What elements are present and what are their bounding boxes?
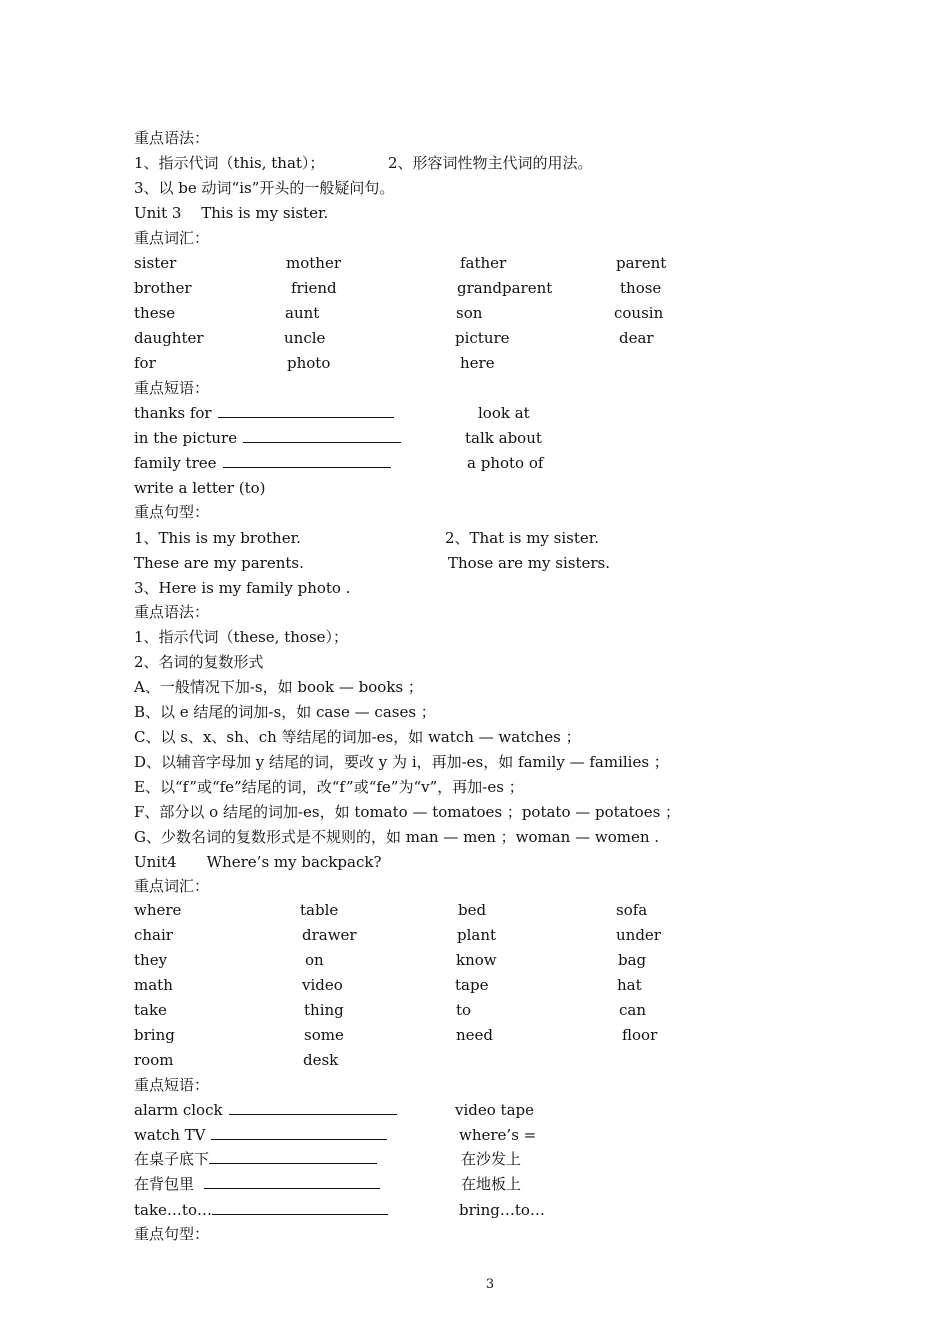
vocab-word: room [134, 1051, 174, 1069]
phrase-item: talk about [465, 429, 542, 447]
vocab-word: need [456, 1026, 494, 1044]
sentence-item: Those are my sisters. [448, 554, 610, 572]
vocab-word: know [456, 951, 497, 969]
phrase-item: 在桌子底下 [134, 1149, 377, 1169]
vocab-word: father [460, 254, 507, 272]
vocab-word: friend [291, 279, 337, 297]
page-number: 3 [485, 1277, 495, 1292]
vocab-word: for [134, 354, 156, 372]
unit4-title: Unit4 Where’s my backpack? [134, 853, 382, 871]
vocab-word: under [616, 926, 661, 944]
vocab-word: to [456, 1001, 472, 1019]
grammar-rule: A、一般情况下加-s，如 book — books ； [134, 678, 423, 696]
vocab-word: math [134, 976, 173, 994]
vocab-word: photo [287, 354, 331, 372]
vocab-word: uncle [284, 329, 326, 347]
phrase-item: alarm clock [134, 1100, 397, 1120]
grammar-rule: E、以“f”或“fe”结尾的词，改“f”或“fe”为“v”，再加-es ； [134, 778, 524, 796]
phrase-item: a photo of [467, 454, 544, 472]
sentence-item: 3、Here is my family photo . [134, 579, 351, 597]
unit3-vocab-heading: 重点词汇： [134, 229, 210, 247]
grammar-rule: D、以辅音字母加 y 结尾的词，要改 y 为 i，再加-es，如 family — families ； [134, 753, 669, 771]
vocab-word: mother [286, 254, 341, 272]
vocab-word: table [300, 901, 339, 919]
phrase-item: family tree [134, 453, 391, 473]
sentence-item: 2、That is my sister. [445, 529, 600, 547]
vocab-word: bed [458, 901, 487, 919]
phrase-item: in the picture [134, 428, 401, 448]
grammar-rule: B、以 e 结尾的词加-s，如 case — cases ； [134, 703, 436, 721]
vocab-word: here [460, 354, 495, 372]
grammar-rule: G、少数名词的复数形式是不规则的，如 man — men ；woman — women . [134, 828, 660, 846]
unit4-phrases-heading: 重点短语： [134, 1076, 210, 1094]
grammar-rule: 1、指示代词（these, those）； [134, 628, 349, 646]
vocab-word: daughter [134, 329, 204, 347]
vocab-word: sister [134, 254, 177, 272]
vocab-word: where [134, 901, 182, 919]
vocab-word: video [302, 976, 343, 994]
phrase-item: look at [478, 404, 530, 422]
vocab-word: dear [619, 329, 654, 347]
vocab-word: aunt [285, 304, 320, 322]
phrase-item: 在背包里 [134, 1174, 380, 1194]
vocab-word: sofa [616, 901, 648, 919]
vocab-word: grandparent [457, 279, 553, 297]
vocab-word: brother [134, 279, 192, 297]
grammar-item-2: 2、形容词性物主代词的用法。 [388, 154, 593, 172]
vocab-word: drawer [302, 926, 357, 944]
vocab-word: parent [616, 254, 667, 272]
phrase-item: take…to… [134, 1200, 388, 1220]
vocab-word: bag [618, 951, 647, 969]
grammar-item-3: 3、以 be 动词“is”开头的一般疑问句。 [134, 179, 395, 197]
unit3-phrases-heading: 重点短语： [134, 379, 210, 397]
unit3-title: Unit 3 This is my sister. [134, 204, 329, 222]
grammar-item-1: 1、指示代词（this, that）； [134, 154, 325, 172]
grammar-heading: 重点语法： [134, 129, 210, 147]
vocab-word: bring [134, 1026, 175, 1044]
vocab-word: desk [303, 1051, 339, 1069]
phrase-item: 在沙发上 [461, 1150, 522, 1168]
unit4-vocab-heading: 重点词汇： [134, 877, 210, 895]
grammar-rule: F、部分以 o 结尾的词加-es，如 tomato — tomatoes ；potato — potatoes ； [134, 803, 681, 821]
phrase-item: where’s = [459, 1126, 537, 1144]
vocab-word: tape [455, 976, 489, 994]
vocab-word: plant [457, 926, 497, 944]
vocab-word: thing [304, 1001, 344, 1019]
sentence-item: These are my parents. [134, 554, 304, 572]
unit3-grammar-heading: 重点语法： [134, 603, 210, 621]
phrase-item: 在地板上 [461, 1175, 522, 1193]
vocab-word: picture [455, 329, 510, 347]
vocab-word: son [456, 304, 483, 322]
phrase-item: bring…to… [459, 1201, 545, 1219]
sentence-item: 1、This is my brother. [134, 529, 301, 547]
grammar-rule: 2、名词的复数形式 [134, 653, 264, 671]
vocab-word: can [619, 1001, 647, 1019]
phrase-item: video tape [455, 1101, 534, 1119]
vocab-word: hat [617, 976, 642, 994]
vocab-word: cousin [614, 304, 664, 322]
vocab-word: some [304, 1026, 344, 1044]
vocab-word: those [620, 279, 662, 297]
unit3-sentences-heading: 重点句型： [134, 503, 210, 521]
vocab-word: floor [622, 1026, 658, 1044]
vocab-word: these [134, 304, 176, 322]
vocab-word: they [134, 951, 168, 969]
vocab-word: chair [134, 926, 173, 944]
vocab-word: on [305, 951, 324, 969]
grammar-rule: C、以 s、x、sh、ch 等结尾的词加-es，如 watch — watches ； [134, 728, 581, 746]
vocab-word: take [134, 1001, 167, 1019]
unit4-sentences-heading: 重点句型： [134, 1225, 210, 1243]
phrase-item: watch TV [134, 1125, 387, 1145]
phrase-item: write a letter (to) [134, 479, 266, 497]
phrase-item: thanks for [134, 403, 394, 423]
